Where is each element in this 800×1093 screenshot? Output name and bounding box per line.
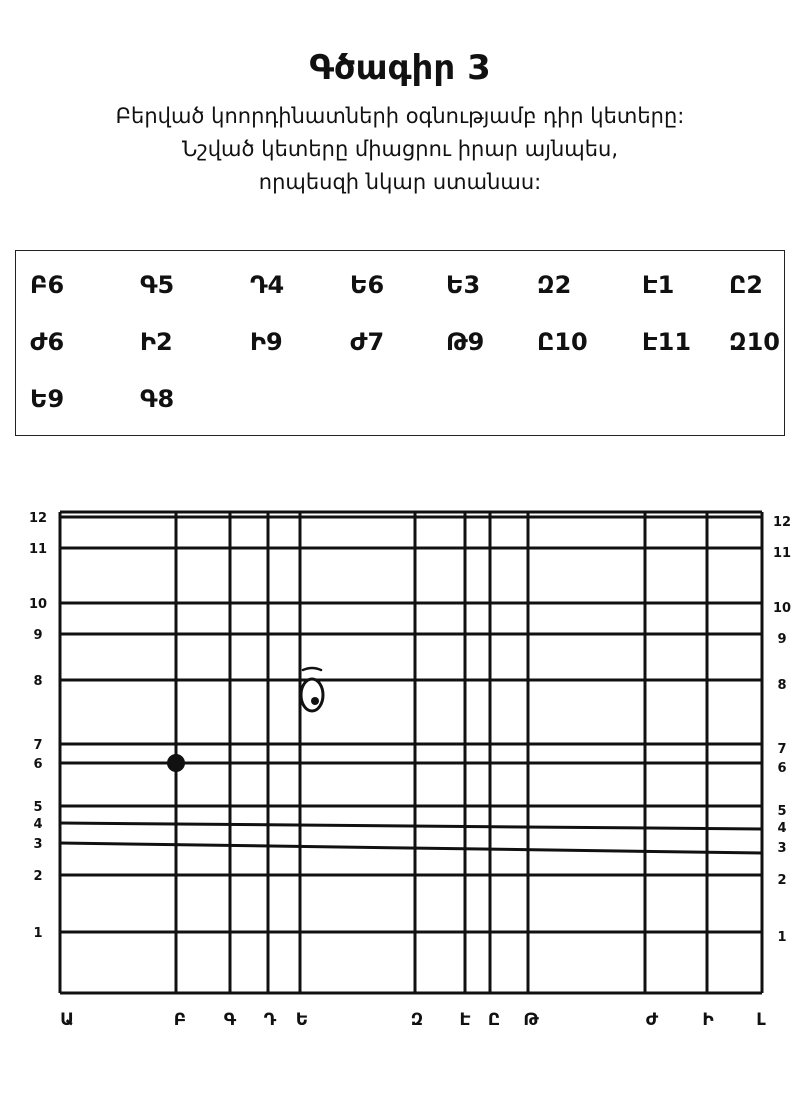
instruction-line-3: որպեսզի նկար ստանաս:	[258, 170, 542, 194]
row-labels-right	[773, 515, 791, 945]
grid-lines	[60, 512, 762, 993]
row-label-left: 5	[33, 800, 43, 815]
coordinate-item: Ի2	[140, 328, 173, 356]
coordinate-item: Ի9	[250, 328, 283, 356]
coordinate-item: Ե6	[350, 271, 385, 299]
row-label-left: 12	[28, 511, 48, 526]
row-label-right: 2	[777, 873, 787, 888]
coordinate-item: Զ2	[537, 271, 572, 299]
row-label-left: 6	[33, 757, 43, 772]
row-label-left: 3	[33, 837, 43, 852]
column-label: Է	[459, 1010, 471, 1030]
eye-marker	[301, 668, 323, 711]
row-label-left: 2	[33, 869, 43, 884]
coordinate-item: Բ6	[30, 271, 65, 299]
coordinate-item: Է1	[642, 271, 675, 299]
column-label: Ե	[295, 1010, 309, 1030]
row-label-left: 1	[33, 926, 43, 941]
instruction-line-2: Նշված կետերը միացրու իրար այնպես,	[181, 137, 619, 161]
plotted-point	[167, 754, 185, 772]
row-label-left: 4	[33, 817, 43, 832]
coordinate-item: Գ5	[140, 271, 175, 299]
coordinate-item: Զ10	[729, 328, 780, 356]
column-label: Զ	[410, 1010, 424, 1030]
coordinate-item: Թ9	[446, 328, 485, 356]
row-label-right: 4	[777, 821, 787, 836]
column-label: Բ	[173, 1010, 187, 1030]
column-label: Գ	[223, 1010, 237, 1030]
column-labels	[60, 1010, 766, 1030]
column-label: Թ	[523, 1010, 539, 1030]
row-label-left: 11	[28, 542, 48, 557]
coordinate-item: Գ8	[140, 385, 175, 413]
coordinate-item: Ժ7	[350, 328, 385, 356]
row-label-left: 10	[28, 597, 48, 612]
row-labels-left	[29, 511, 47, 941]
column-label: Ա	[60, 1010, 74, 1030]
page-title: Գծագիր 3	[309, 48, 491, 88]
column-label: Դ	[263, 1010, 277, 1030]
column-label: Լ	[756, 1010, 766, 1030]
column-label: Ը	[487, 1010, 501, 1030]
coordinate-item: Ը10	[537, 328, 588, 356]
row-label-left: 7	[33, 738, 43, 753]
coordinate-item: Է11	[642, 328, 692, 356]
row-label-left: 9	[33, 628, 43, 643]
instruction-line-1: Բերված կոորդինատների օգնությամբ դիր կետերը:	[115, 104, 685, 128]
grid-row-line-3	[60, 843, 762, 853]
coordinate-item: Ժ6	[30, 328, 65, 356]
grid-row-line-4	[60, 823, 762, 829]
row-label-right: 6	[777, 761, 787, 776]
row-label-right: 11	[772, 546, 792, 561]
row-label-right: 7	[777, 742, 787, 757]
coordinate-item: Ե3	[446, 271, 481, 299]
coordinate-item: Ը2	[729, 271, 763, 299]
coordinate-item: Դ4	[250, 271, 285, 299]
row-label-right: 8	[777, 678, 787, 693]
row-label-right: 10	[772, 601, 792, 616]
row-label-right: 9	[777, 632, 787, 647]
row-label-right: 3	[777, 841, 787, 856]
column-label: Ժ	[645, 1010, 659, 1030]
row-label-left: 8	[33, 674, 43, 689]
row-label-right: 1	[777, 930, 787, 945]
coordinate-item: Ե9	[30, 385, 65, 413]
row-label-right: 12	[772, 515, 792, 530]
row-label-right: 5	[777, 804, 787, 819]
column-label: Ի	[702, 1010, 714, 1030]
